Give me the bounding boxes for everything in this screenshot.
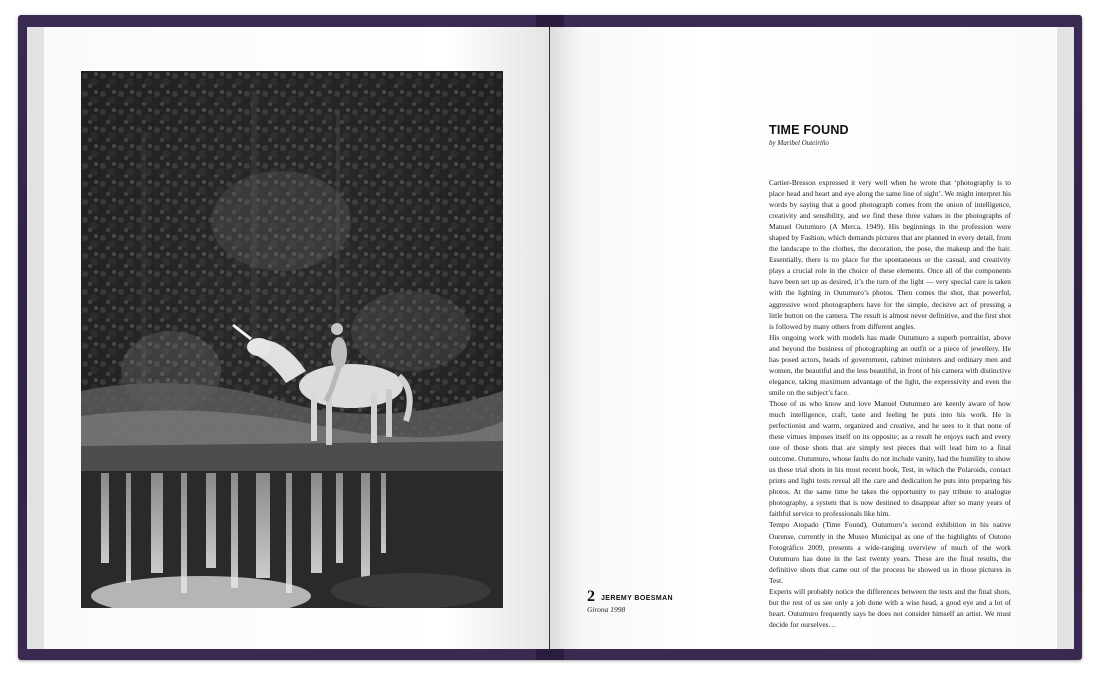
article-title: TIME FOUND — [769, 123, 849, 137]
unicorn-photograph — [81, 71, 503, 608]
article-paragraph: Experts will probably notice the differences between the tests and the final shots, but the rest of us see only a job done with a wise head, a good eye and a lot of heart. Outumuro frequently says he does not consider himself an artist. We must decide for ourselves… — [769, 586, 1011, 629]
article-body — [769, 177, 1011, 630]
article-byline: by Maribel Outeiriño — [769, 139, 829, 147]
article-paragraph: His ongoing work with models has made Outumuro a superb portraitist, above and beyond the business of photographing an outfit or a piece of jewellery. He has posed actors, heads of government, cabinet ministers and ordinary men and women, the beautiful and the less beautiful, in front of his camera with distinctive elegance, taking maximum advantage of the light, the expressivity and even the smile on the subject’s face. — [769, 332, 1011, 397]
article-paragraph: Cartier-Bresson expressed it very well when he wrote that ‘photography is to place head and heart and eye along the same line of sight’. We might interpret his words by saying that a good photograph comes from the union of intelligence, creativity and sensibility, and we find these three values in the photographs of Manuel Outumuro (A Merca, 1949). His beginnings in the profession were shaped by Fashion, which demands pictures that are planned in every detail, from the landscape to the clothes, the decoration, the pose, the makeup and the hair. Essentially, there is no place for the spontaneous or the casual, and creativity plays a crucial role in the choice of these elements. Once all of the components have been set up as desired, it’s the turn of the light — very special care is taken with the lighting in Outumuro’s photos. Then comes the shot, that powerful, aggressive word photographers have for the simple, decisive act of pressing a little button on the camera. The result is almost never definitive, and the first shot is followed by many others from different angles. — [769, 178, 1011, 331]
photo-subject-name: JEREMY BOESMAN — [601, 595, 673, 602]
article-paragraph: Tempo Atopado (Time Found), Outumuro’s second exhibition in his native Ourense, currently in the Museo Municipal as one of the highlights of Outono Fotográfico 2009, presents a wide-ranging overview of much of the work Outumuro has done in the last twenty years. These are the final results, the definitive shots that came out of the process he showed us in those pictures in Test. — [769, 520, 1011, 585]
photo-location-year: Girona 1998 — [587, 605, 626, 614]
article-paragraph: Those of us who know and love Manuel Outumuro are keenly aware of how much intelligence, craft, taste and feeling he puts into his work. He is perfectionist and warm, organized and creative, and he sees to it that none of these virtues imposes itself on its opposite; as a result he enjoys each and every one of those shots that are simply test pieces that will lead him to a final outcome. Outumuro, whose faults do not include vanity, had the humility to show us these trial shots in his most recent book, Test, in which the Polaroids, contact prints and light tests reveal all the care and dedication he puts into preparing his photos. At the same time he takes the opportunity to pay tribute to analogue photography, a system that is now destined to disappear after so many years of faithful service to professionals like him. — [769, 398, 1011, 519]
photo-number: 2 — [587, 588, 595, 605]
